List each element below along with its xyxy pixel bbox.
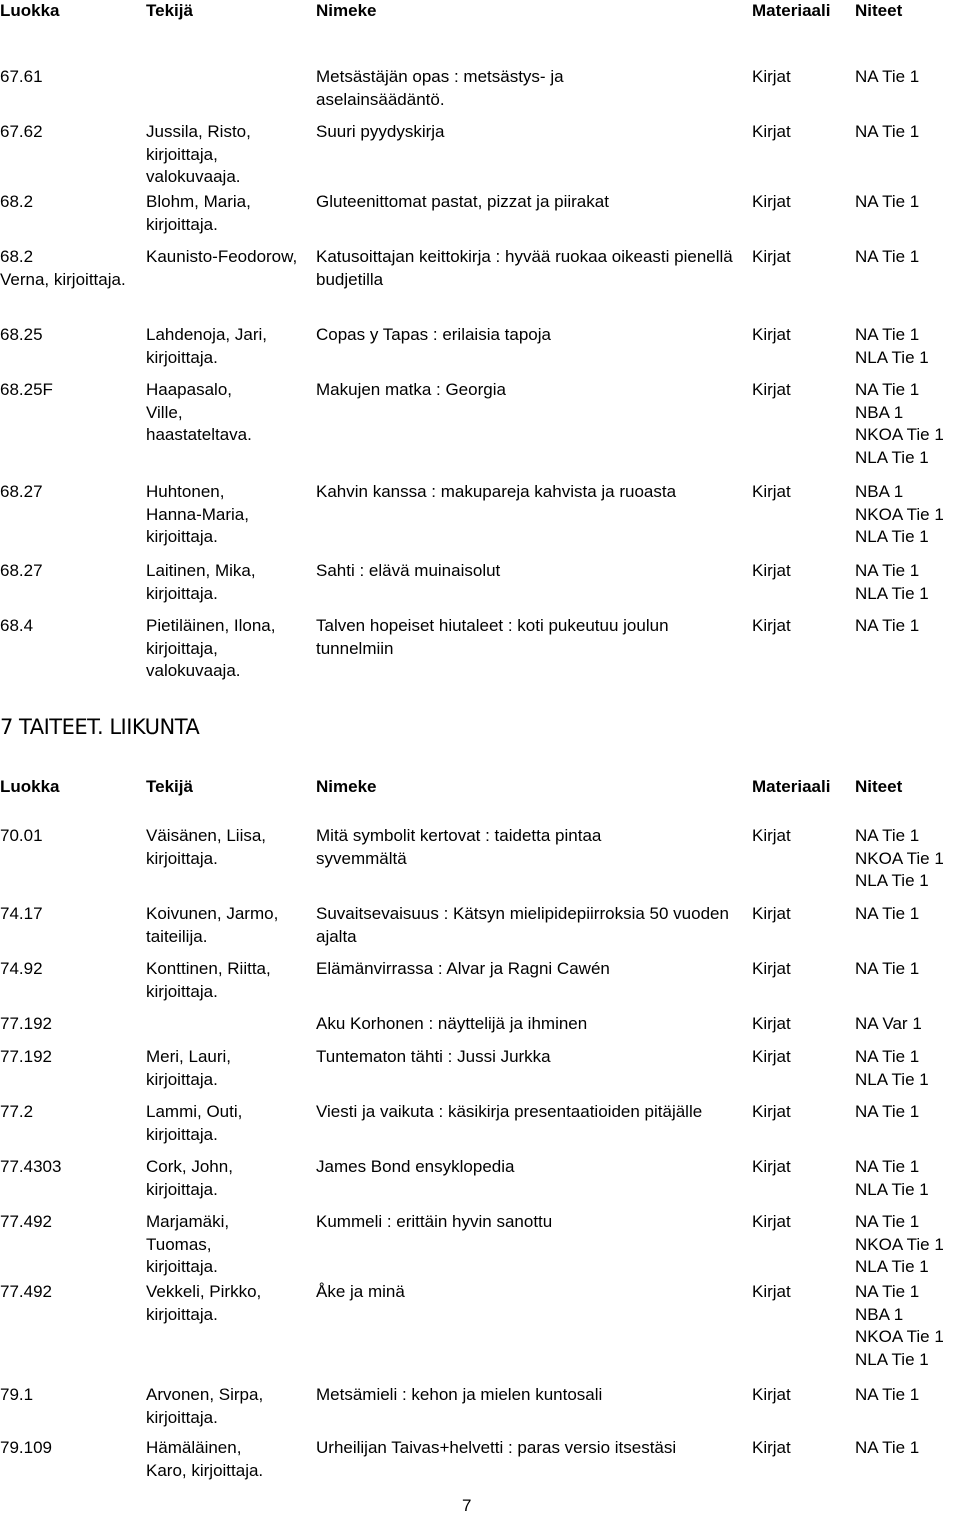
niteet-cell	[855, 958, 960, 981]
luokka-cell: 68.2	[0, 192, 34, 211]
luokka-cell: 68.4	[0, 616, 34, 635]
nimeke-cell: Elämänvirrassa : Alvar ja Ragni Cawén	[316, 959, 610, 978]
tekija-cell: Cork, John, kirjoittaja.	[146, 1157, 233, 1199]
materiaali-cell: Kirjat	[752, 247, 791, 266]
section-title: 7 TAITEET. LIIKUNTA	[0, 715, 200, 739]
nide-item: NLA Tie 1	[855, 347, 929, 367]
nimeke-cell: Tuntematon tähti : Jussi Jurkka	[316, 1047, 551, 1066]
tekija-cell: Pietiläinen, Ilona, kirjoittaja, valokuvaaja.	[146, 616, 276, 680]
tekija-cell: Huhtonen, Hanna-Maria, kirjoittaja.	[146, 482, 249, 546]
tekija-cell: Meri, Lauri, kirjoittaja.	[146, 1047, 232, 1089]
niteet-cell	[855, 1437, 960, 1460]
nimeke-cell: Talven hopeiset hiutaleet : koti pukeutuu joulun tunnelmiin	[316, 616, 669, 658]
nide-item: NBA 1	[855, 482, 904, 501]
tekija-cell: Laitinen, Mika, kirjoittaja.	[146, 561, 256, 603]
luokka-cell: 77.192	[0, 1014, 52, 1033]
luokka-cell: 74.17	[0, 904, 43, 923]
nide-item: NLA Tie 1	[855, 1069, 929, 1089]
tekija-cell: Hämäläinen, Karo, kirjoittaja.	[146, 1438, 264, 1480]
luokka-cell: 77.492	[0, 1212, 52, 1231]
materiaali-cell: Kirjat	[752, 959, 791, 978]
tekija-cell: Blohm, Maria, kirjoittaja.	[146, 192, 251, 234]
nimeke-cell: Suvaitsevaisuus : Kätsyn mielipidepiirroksia 50 vuoden ajalta	[316, 904, 729, 946]
luokka-cell: 68.27	[0, 482, 43, 501]
nimeke-cell: Åke ja minä	[316, 1282, 405, 1301]
nide-item: NA Tie 1	[855, 1438, 920, 1457]
niteet-cell	[855, 246, 960, 269]
header-luokka: Luokka	[0, 777, 60, 796]
nide-item: NA Tie 1	[855, 561, 920, 580]
materiaali-cell: Kirjat	[752, 1385, 791, 1404]
nimeke-cell: Kahvin kanssa : makupareja kahvista ja ruoasta	[316, 482, 677, 501]
nimeke-cell: James Bond ensyklopedia	[316, 1157, 515, 1176]
nide-item: NA Tie 1	[855, 1212, 920, 1231]
nide-item: NA Tie 1	[855, 1282, 920, 1301]
header-niteet: Niteet	[855, 777, 903, 796]
luokka-cell: 77.492	[0, 1282, 52, 1301]
luokka-cell: 74.92	[0, 959, 43, 978]
nide-item: NA Tie 1	[855, 1102, 920, 1121]
luokka-cell: 70.01	[0, 826, 43, 845]
nimeke-cell: Aku Korhonen : näyttelijä ja ihminen	[316, 1014, 588, 1033]
nide-item: NKOA Tie 1	[855, 504, 944, 524]
materiaali-cell: Kirjat	[752, 1438, 791, 1457]
materiaali-cell: Kirjat	[752, 1102, 791, 1121]
nimeke-cell: Gluteenittomat pastat, pizzat ja piirakat	[316, 192, 609, 211]
page-number: 7	[462, 1496, 472, 1515]
tekija-cell: Vekkeli, Pirkko, kirjoittaja.	[146, 1282, 262, 1324]
niteet-cell	[855, 825, 960, 893]
header-tekija: Tekijä	[146, 1, 193, 20]
nide-item: NBA 1	[855, 1304, 904, 1324]
luokka-cell: 68.2	[0, 247, 34, 266]
header-materiaali: Materiaali	[752, 777, 831, 796]
materiaali-cell: Kirjat	[752, 1047, 791, 1066]
nide-item: NLA Tie 1	[855, 1179, 929, 1199]
niteet-cell	[855, 615, 960, 638]
tekija-cell: Koivunen, Jarmo, taiteilija.	[146, 904, 279, 946]
nimeke-cell: Suuri pyydyskirja	[316, 122, 445, 141]
materiaali-cell: Kirjat	[752, 122, 791, 141]
nide-item: NLA Tie 1	[855, 447, 929, 467]
nide-item: NKOA Tie 1	[855, 1234, 944, 1254]
materiaali-cell: Kirjat	[752, 616, 791, 635]
header-nimeke: Nimeke	[316, 1, 377, 20]
nide-item: NA Tie 1	[855, 247, 920, 266]
nide-item: NLA Tie 1	[855, 1257, 929, 1276]
tekija-cell: Marjamäki, Tuomas, kirjoittaja.	[146, 1212, 230, 1276]
nimeke-cell: Makujen matka : Georgia	[316, 380, 506, 399]
nimeke-cell: Sahti : elävä muinaisolut	[316, 561, 501, 580]
materiaali-cell: Kirjat	[752, 1014, 791, 1033]
nide-item: NLA Tie 1	[855, 1349, 929, 1369]
niteet-cell	[855, 121, 960, 144]
nide-item: NA Tie 1	[855, 1047, 920, 1066]
nimeke-cell: Katusoittajan keittokirja : hyvää ruokaa oikeasti pienellä budjetilla	[316, 247, 733, 289]
niteet-cell	[855, 379, 960, 469]
luokka-cell: 67.62	[0, 122, 43, 141]
niteet-cell	[855, 1013, 960, 1036]
nide-item: NA Tie 1	[855, 616, 920, 635]
niteet-cell	[855, 1211, 960, 1279]
nide-item: NA Tie 1	[855, 325, 920, 344]
tekija-cell: Kaunisto-Feodorow, Verna, kirjoittaja.	[0, 247, 298, 289]
materiaali-cell: Kirjat	[752, 482, 791, 501]
niteet-cell	[855, 481, 960, 549]
niteet-cell	[855, 66, 960, 89]
materiaali-cell: Kirjat	[752, 1282, 791, 1301]
tekija-cell: Konttinen, Riitta, kirjoittaja.	[146, 959, 271, 1001]
niteet-cell	[855, 1101, 960, 1124]
niteet-cell	[855, 191, 960, 214]
nide-item: NA Tie 1	[855, 1157, 920, 1176]
niteet-cell	[855, 1046, 960, 1091]
nide-item: NBA 1	[855, 402, 904, 422]
luokka-cell: 77.192	[0, 1047, 52, 1066]
niteet-cell	[855, 560, 960, 605]
luokka-cell: 67.61	[0, 67, 43, 86]
materiaali-cell: Kirjat	[752, 325, 791, 344]
tekija-cell: Arvonen, Sirpa, kirjoittaja.	[146, 1385, 264, 1427]
nide-item: NA Tie 1	[855, 904, 920, 923]
materiaali-cell: Kirjat	[752, 1157, 791, 1176]
tekija-cell: Haapasalo, Ville, haastateltava.	[146, 380, 252, 444]
nide-item: NKOA Tie 1	[855, 848, 944, 868]
niteet-cell	[855, 1384, 960, 1407]
niteet-cell	[855, 1156, 960, 1201]
materiaali-cell: Kirjat	[752, 192, 791, 211]
header-materiaali: Materiaali	[752, 1, 831, 20]
luokka-cell: 77.2	[0, 1102, 34, 1121]
nide-item: NA Tie 1	[855, 192, 920, 211]
nide-item: NA Tie 1	[855, 122, 920, 141]
header-luokka: Luokka	[0, 1, 60, 20]
nide-item: NA Var 1	[855, 1014, 922, 1033]
header-nimeke: Nimeke	[316, 777, 377, 796]
nimeke-cell: Viesti ja vaikuta : käsikirja presentaatioiden pitäjälle	[316, 1102, 703, 1121]
nimeke-cell: Metsästäjän opas : metsästys- ja aselainsäädäntö.	[316, 67, 564, 109]
luokka-cell: 68.27	[0, 561, 43, 580]
nide-item: NKOA Tie 1	[855, 425, 944, 444]
materiaali-cell: Kirjat	[752, 1212, 791, 1231]
nide-item: NLA Tie 1	[855, 527, 929, 546]
materiaali-cell: Kirjat	[752, 561, 791, 580]
niteet-cell	[855, 903, 960, 926]
nimeke-cell: Mitä symbolit kertovat : taidetta pintaa syvemmältä	[316, 826, 602, 868]
nide-item: NLA Tie 1	[855, 583, 929, 603]
nide-item: NA Tie 1	[855, 380, 920, 399]
nide-item: NA Tie 1	[855, 959, 920, 978]
materiaali-cell: Kirjat	[752, 380, 791, 399]
tekija-cell: Jussila, Risto, kirjoittaja, valokuvaaja.	[146, 122, 251, 186]
luokka-cell: 79.109	[0, 1438, 52, 1457]
luokka-cell: 68.25	[0, 325, 43, 344]
tekija-cell: Lammi, Outi, kirjoittaja.	[146, 1102, 243, 1144]
luokka-cell: 79.1	[0, 1385, 34, 1404]
nide-item: NLA Tie 1	[855, 871, 929, 890]
luokka-cell: 77.4303	[0, 1157, 62, 1176]
nimeke-cell: Kummeli : erittäin hyvin sanottu	[316, 1212, 553, 1231]
tekija-cell: Lahdenoja, Jari, kirjoittaja.	[146, 325, 267, 367]
materiaali-cell: Kirjat	[752, 904, 791, 923]
materiaali-cell: Kirjat	[752, 67, 791, 86]
nide-item: NA Tie 1	[855, 67, 920, 86]
niteet-cell	[855, 324, 960, 369]
niteet-cell	[855, 1281, 960, 1371]
nide-item: NA Tie 1	[855, 1385, 920, 1404]
luokka-cell: 68.25F	[0, 380, 53, 399]
nimeke-cell: Copas y Tapas : erilaisia tapoja	[316, 325, 551, 344]
header-niteet: Niteet	[855, 1, 903, 20]
nimeke-cell: Metsämieli : kehon ja mielen kuntosali	[316, 1385, 603, 1404]
nide-item: NKOA Tie 1	[855, 1327, 944, 1346]
materiaali-cell: Kirjat	[752, 826, 791, 845]
nide-item: NA Tie 1	[855, 826, 920, 845]
header-tekija: Tekijä	[146, 777, 193, 796]
nimeke-cell: Urheilijan Taivas+helvetti : paras versio itsestäsi	[316, 1438, 677, 1457]
tekija-cell: Väisänen, Liisa, kirjoittaja.	[146, 826, 267, 868]
